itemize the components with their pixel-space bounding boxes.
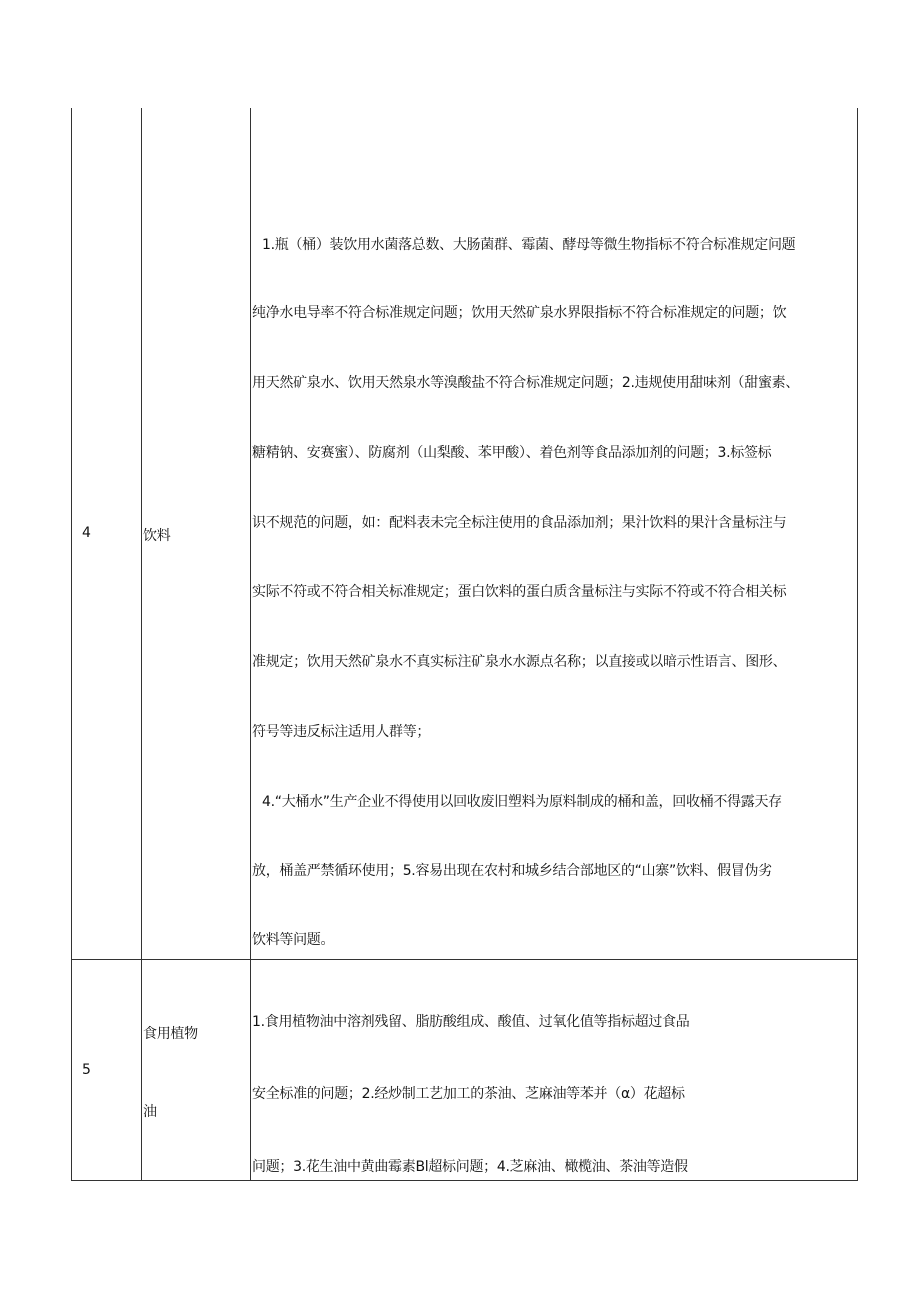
table-border-right <box>857 108 858 1181</box>
row-5-line: 安全标准的问题；2.经炒制工艺加工的茶油、芝麻油等苯并（α）花超标 <box>252 1086 685 1102</box>
row-4-line: 符号等违反标注适用人群等； <box>252 724 431 740</box>
table-row-divider <box>71 959 858 960</box>
row-4-line: 准规定；饮用天然矿泉水不真实标注矿泉水水源点名称；以直接或以暗示性语言、图形、 <box>252 654 787 670</box>
row-4-index: 4 <box>82 525 91 541</box>
row-5-index: 5 <box>82 1062 91 1078</box>
row-4-line: 1.瓶（桶）装饮用水菌落总数、大肠菌群、霉菌、酵母等微生物指标不符合标准规定问题 <box>262 237 796 253</box>
row-4-line: 放，桶盖严禁循环使用；5.容易出现在农村和城乡结合部地区的“山寨”饮料、假冒伪劣 <box>252 863 772 879</box>
row-5-line: 1.食用植物油中溶剂残留、脂肪酸组成、酸值、过氧化值等指标超过食品 <box>252 1014 690 1030</box>
table-col-divider-2 <box>250 108 251 1181</box>
row-5-category-line-1: 食用植物 <box>143 1026 198 1042</box>
row-5-line: 问题；3.花生油中黄曲霉素Bl超标问题；4.芝麻油、橄榄油、茶油等造假 <box>252 1159 688 1175</box>
table-border-left <box>71 108 72 1181</box>
row-4-line: 纯净水电导率不符合标准规定问题；饮用天然矿泉水界限指标不符合标准规定的问题；饮 <box>252 305 787 321</box>
row-4-line: 4.“大桶水”生产企业不得使用以回收废旧塑料为原料制成的桶和盖，回收桶不得露天存 <box>262 794 782 810</box>
row-4-line: 糖精钠、安赛蜜）、防腐剂（山梨酸、苯甲酸）、着色剂等食品添加剂的问题；3.标签标 <box>252 445 772 461</box>
row-4-line: 识不规范的问题，如：配料表未完全标注使用的食品添加剂；果汁饮料的果汁含量标注与 <box>252 515 787 531</box>
table-col-divider-1 <box>141 108 142 1181</box>
row-4-line: 饮料等问题。 <box>252 932 335 948</box>
row-4-category: 饮料 <box>143 528 171 544</box>
table-border-bottom <box>71 1180 858 1181</box>
row-4-line: 用天然矿泉水、饮用天然泉水等溴酸盐不符合标准规定问题；2.违规使用甜味剂（甜蜜素、 <box>252 375 800 391</box>
row-4-line: 实际不符或不符合相关标准规定；蛋白饮料的蛋白质含量标注与实际不符或不符合相关标 <box>252 584 787 600</box>
row-5-category-line-2: 油 <box>143 1104 157 1120</box>
